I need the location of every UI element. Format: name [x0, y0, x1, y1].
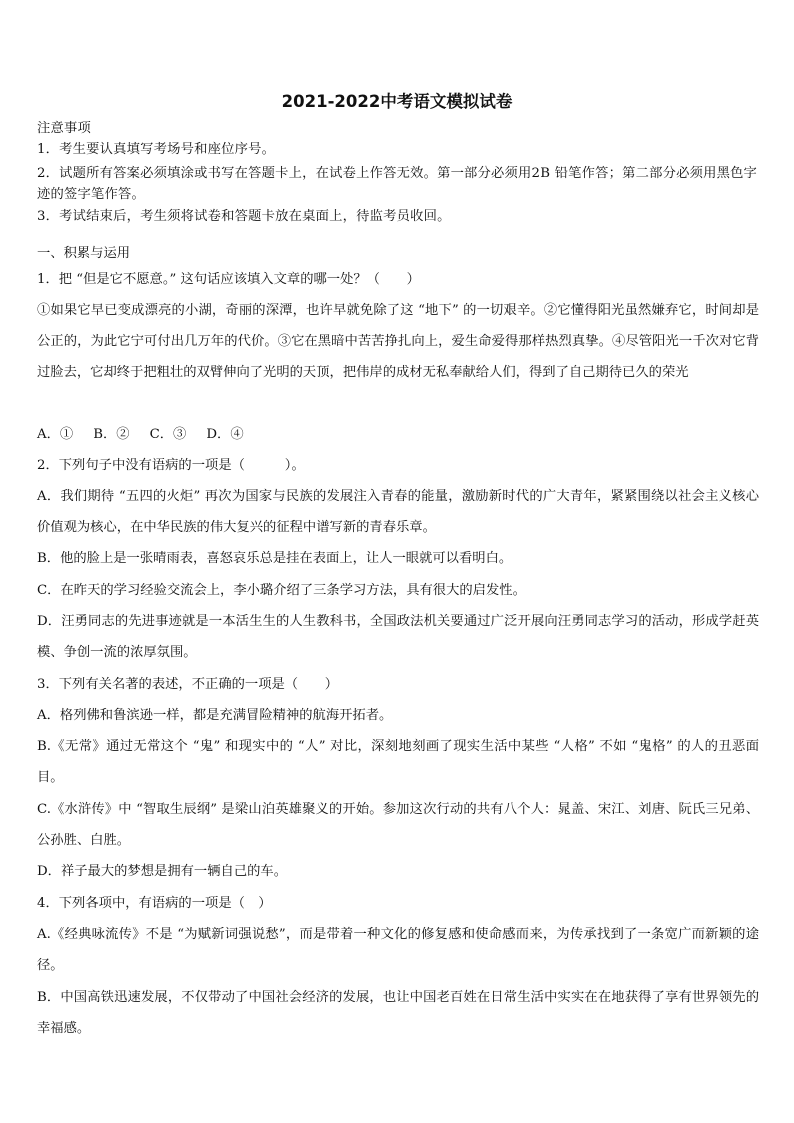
- notice-item: 1．考生要认真填写考场号和座位序号。: [37, 142, 276, 157]
- notice-item: 3．考试结束后，考生须将试卷和答题卡放在桌面上，待监考员收回。: [37, 209, 451, 224]
- question-3-option-a: A．格列佛和鲁滨逊一样，都是充满冒险精神的航海开拓者。: [37, 708, 393, 723]
- question-1-options: [37, 419, 759, 450]
- question-2-stem: 2．下列句子中没有语病的一项是（ ）。: [37, 458, 305, 473]
- exam-title: 2021-2022中考语文模拟试卷: [281, 92, 513, 111]
- notice-item: 2．试题所有答案必须填涂或书写在答题卡上，在试卷上作答无效。第一部分必须用2B 铅笔作答；第二部分必须用黑色字迹的签字笔作答。: [37, 166, 758, 202]
- question-1-passage: ①如果它早已变成漂亮的小湖，奇丽的深潭，也许早就免除了这 “地下” 的一切艰辛。②它懂得阳光虽然嫌弃它，时间却是公正的，为此它宁可付出几万年的代价。③它在黑暗中苦苦挣扎向上，爱生命爱得那样热烈真挚。④尽管阳光一千次对它背过脸去，它却终于把粗壮的双臂伸向了光明的天顶，把伟岸的成材无私奉献给人们，得到了自己期待已久的荣光: [37, 303, 759, 380]
- question-3-stem: 3．下列有关名著的表述，不正确的一项是（ ）: [37, 677, 338, 692]
- question-3-option-c: C.《水浒传》中 “智取生辰纲” 是梁山泊英雄聚义的开始。参加这次行动的共有八个人：晁盖、宋江、刘唐、阮氏三兄弟、公孙胜、白胜。: [37, 802, 759, 848]
- option-d: D．④: [206, 427, 244, 442]
- question-2-option-d: D．汪勇同志的先进事迹就是一本活生生的人生教科书，全国政法机关要通过广泛开展向汪勇同志学习的活动，形成学赶英模、争创一流的浓厚氛围。: [37, 614, 759, 660]
- question-4-option-b: B．中国高铁迅速发展，不仅带动了中国社会经济的发展，也让中国老百姓在日常生活中实实在在地获得了享有世界领先的幸福感。: [37, 990, 759, 1036]
- question-2-option-a: A．我们期待 “五四的火炬” 再次为国家与民族的发展注入青春的能量，激励新时代的广大青年，紧紧围绕以社会主义核心价值观为核心，在中华民族的伟大复兴的征程中谱写新的青春乐章。: [37, 489, 759, 535]
- question-3-option-d: D．祥子最大的梦想是拥有一辆自己的车。: [37, 864, 288, 879]
- notice-heading: 注意事项: [37, 121, 91, 136]
- question-1-stem: 1．把 “但是它不愿意。” 这句话应该填入文章的哪一处？（ ）: [37, 272, 420, 287]
- section-heading: 一、积累与运用: [37, 246, 131, 261]
- option-a: A．①: [37, 427, 74, 442]
- question-4-option-a: A.《经典咏流传》不是 “为赋新词强说愁”，而是带着一种文化的修复感和使命感而来，为传承找到了一条宽广而新颖的途径。: [37, 927, 759, 973]
- question-2-option-c: C．在昨天的学习经验交流会上，李小璐介绍了三条学习方法，具有很大的启发性。: [37, 583, 526, 598]
- question-4-stem: 4．下列各项中，有语病的一项是（ ）: [37, 896, 272, 911]
- question-2-option-b: B．他的脸上是一张晴雨表，喜怒哀乐总是挂在表面上，让人一眼就可以看明白。: [37, 551, 513, 566]
- option-c: C．③: [149, 427, 187, 442]
- option-b: B．②: [93, 427, 130, 442]
- notice-block: [37, 121, 759, 224]
- question-3-option-b: B.《无常》通过无常这个 “鬼” 和现实中的 “人” 对比，深刻地刻画了现实生活中某些 “人格” 不如 “鬼格” 的人的丑恶面目。: [37, 739, 759, 785]
